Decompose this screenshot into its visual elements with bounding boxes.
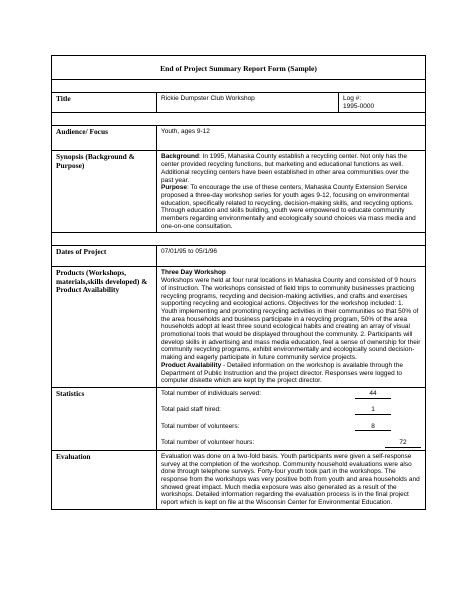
availability-text: - Detailed information on the workshop is available through the Department of Public Instruction and the project director. Responses were logged to computer diskette which are kept by the project director. (161, 361, 403, 385)
stat-label: Total number of individuals served: (161, 389, 262, 397)
products-value (157, 267, 425, 387)
synopsis-row (52, 150, 425, 232)
background-text: : In 1995, Mahaska County establish a recycling center. Not only has the center provided recycling functions, but marketing and educational functions as well. Additional recycling centers have been established in other area communities over the past year. (161, 153, 409, 184)
stat-item (161, 439, 421, 448)
stat-item (161, 390, 421, 399)
form-title: End of Project Summary Report Form (Sample) (160, 64, 317, 73)
spacer-row (52, 232, 425, 245)
spacer-row (52, 79, 425, 92)
stat-value: 1 (355, 406, 391, 415)
products-label: Products (Workshops, materials,skills developed) & Product Availability (52, 267, 157, 387)
title-value: Rickie Dumpster Club Workshop (157, 93, 339, 112)
dates-label: Dates of Project (52, 246, 157, 266)
synopsis-label: Synopsis (Background & Purpose) (52, 151, 157, 232)
audience-value: Youth, ages 9-12 (161, 128, 210, 136)
title-label: Title (52, 93, 157, 112)
dates-value: 07/01/95 to 05/1/96 (161, 248, 218, 256)
stat-item (161, 406, 421, 415)
products-row (52, 266, 425, 387)
evaluation-label: Evaluation (52, 451, 157, 509)
title-value-cell (157, 93, 425, 112)
stat-label: Total paid staff hired: (161, 406, 221, 414)
availability-label: Product Availability (161, 361, 222, 369)
stat-item (161, 423, 421, 432)
statistics-row (52, 387, 425, 450)
purpose-text: : To encourage the use of these centers, Mahaska County Extension Service proposed a three-day workshop series for youth ages 9-12, focusing on environmental education, specifically related to recycling, decision-making skills, and recycling options. Through education and skills building, youth were empowered to educate community members regarding environmentally and ecologically sound choices via mass media and one-on-one consultation. (161, 184, 416, 230)
background-label: Background (161, 153, 199, 161)
products-heading: Three Day Workshop (161, 269, 226, 277)
stat-value: 72 (385, 439, 421, 448)
purpose-label: Purpose (161, 184, 188, 192)
synopsis-value (157, 151, 425, 232)
log-cell (339, 93, 425, 112)
dates-row (52, 245, 425, 266)
evaluation-value: Evaluation was done on a two-fold basis. Youth participants were given a self-response survey at the completion of the workshop. Community household evaluations were also done through telephone surveys. Forty-four youth took part in the workshops. The response from the workshops was very positive both from youth and area households and showed great impact. Much media exposure was also generated as a result of the workshops. Detailed information regarding the evaluation process is in the final project report which is kept on file at the Wisconsin Center for Environmental Education. (161, 452, 420, 507)
audience-label: Audience/ Focus (52, 126, 157, 150)
log-label: Log #: (343, 95, 362, 102)
statistics-label: Statistics (52, 388, 157, 450)
stat-label: Total number of volunteers: (161, 422, 240, 430)
audience-row (52, 125, 425, 150)
log-value: 1995-0000 (343, 102, 375, 110)
products-text: Workshops were held at four rural locations in Mahaska County and consisted of 9 hours of instruction. The workshops consisted of field trips to community businesses practicing recycling programs, recycling and decision-making activities, and crafts and exercises supporting recycling and ecological actions. Objectives for the workshop included: 1. Youth implementing and promoting recycling activities in their communities so that 50% of the area households and business participate in a recycling program, 50% of the area households adopt at least three sound ecological habits and creating an array of visual promotional tools that would be displayed throughout the community. 2. Participants will develop skills in advertising and mass media education, feel a sense of ownership for their community recycling programs, exhibit environmentally and ecologically sound decision-making and eagerly participate in future community service projects. (161, 277, 421, 362)
evaluation-row (52, 450, 425, 509)
form-title-row (52, 56, 425, 79)
report-form (51, 55, 426, 510)
spacer-row (52, 112, 425, 125)
stat-label: Total number of volunteer hours: (161, 439, 255, 447)
statistics-value (157, 388, 425, 450)
stat-value: 8 (355, 423, 391, 432)
stat-value: 44 (355, 390, 391, 399)
title-row (52, 92, 425, 112)
